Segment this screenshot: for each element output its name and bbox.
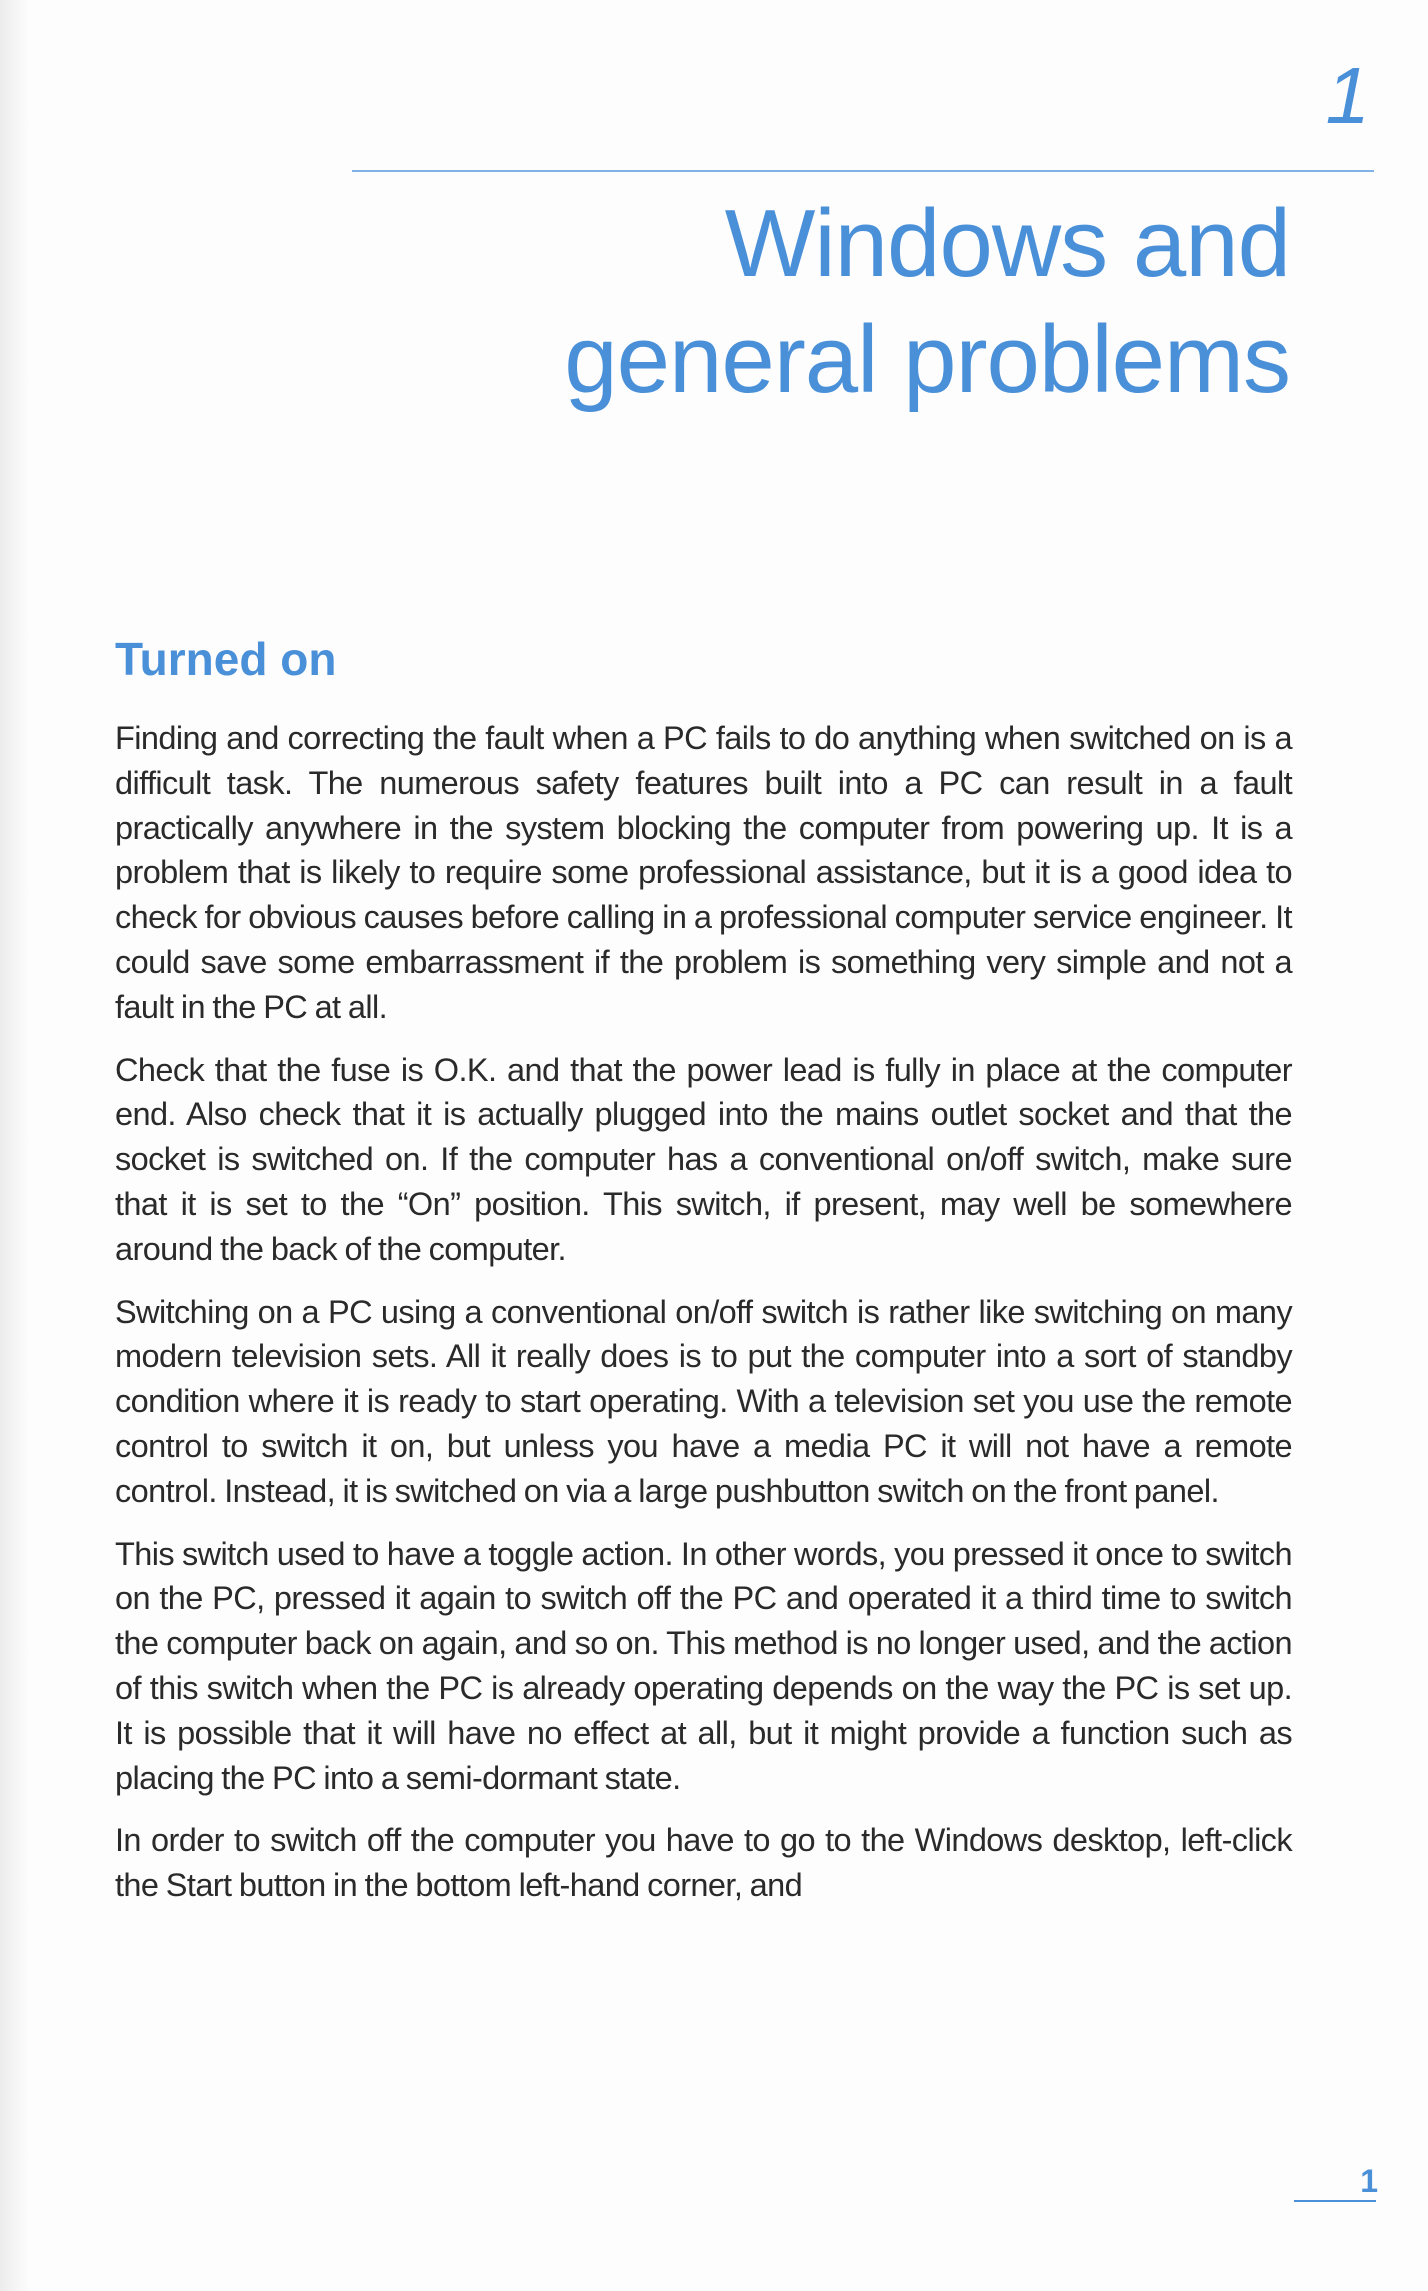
page-number: 1 bbox=[1360, 2163, 1378, 2199]
paragraph: This switch used to have a toggle action. In other words, you pressed it once to switch on the PC, pressed it again to switch off the PC and operated it a third time to switch the computer back on again, and so on. This method is no longer used, and the action of this switch when the PC is already operating depends on the way the PC is set up. It is possible that it will have no effect at all, but it might provide a function such as placing the PC into a semi-dormant state. bbox=[115, 1535, 1292, 1796]
paragraph: Switching on a PC using a conventional on/off switch is rather like switching on many modern television sets. All it really does is to put the computer into a sort of standby condition where it is ready to start operating. With a television set you use the remote control to switch it on, but unless you have a media PC it will not have a remote control. Instead, it is switched on via a large pushbutton switch on the front panel. bbox=[115, 1293, 1292, 1509]
title-rule bbox=[352, 170, 1374, 172]
paragraph: Finding and correcting the fault when a PC fails to do anything when switched on is a difficult task. The numerous safety features built into a PC can result in a fault practically anywhere in the system blocking the computer from powering up. It is a problem that is likely to require some professional assistance, but it is a good idea to check for obvious causes before calling in a professional computer service engineer. It could save some embarrassment if the problem is something very simple and not a fault in the PC at all. bbox=[115, 720, 1292, 1025]
section-heading: Turned on bbox=[115, 633, 337, 685]
page-gutter-shade bbox=[0, 0, 30, 2291]
chapter-number: 1 bbox=[1325, 51, 1370, 140]
paragraph: Check that the fuse is O.K. and that the power lead is fully in place at the computer end. Also check that it is actually plugged into the mains outlet socket and that the socket is switched on. If the computer has a conventional on/off switch, make sure that it is set to the “On” position. This switch, if present, may well be somewhere around the back of the computer. bbox=[115, 1051, 1292, 1267]
chapter-title bbox=[564, 186, 1290, 418]
chapter-title-line-2: general problems bbox=[564, 306, 1290, 413]
body-text bbox=[115, 716, 1292, 1926]
page-number-rule bbox=[1294, 2200, 1376, 2202]
chapter-title-line-1: Windows and bbox=[724, 190, 1290, 297]
paragraph: In order to switch off the computer you have to go to the Windows desktop, left-click the Start button in the bottom left-hand corner, and bbox=[115, 1822, 1292, 1904]
